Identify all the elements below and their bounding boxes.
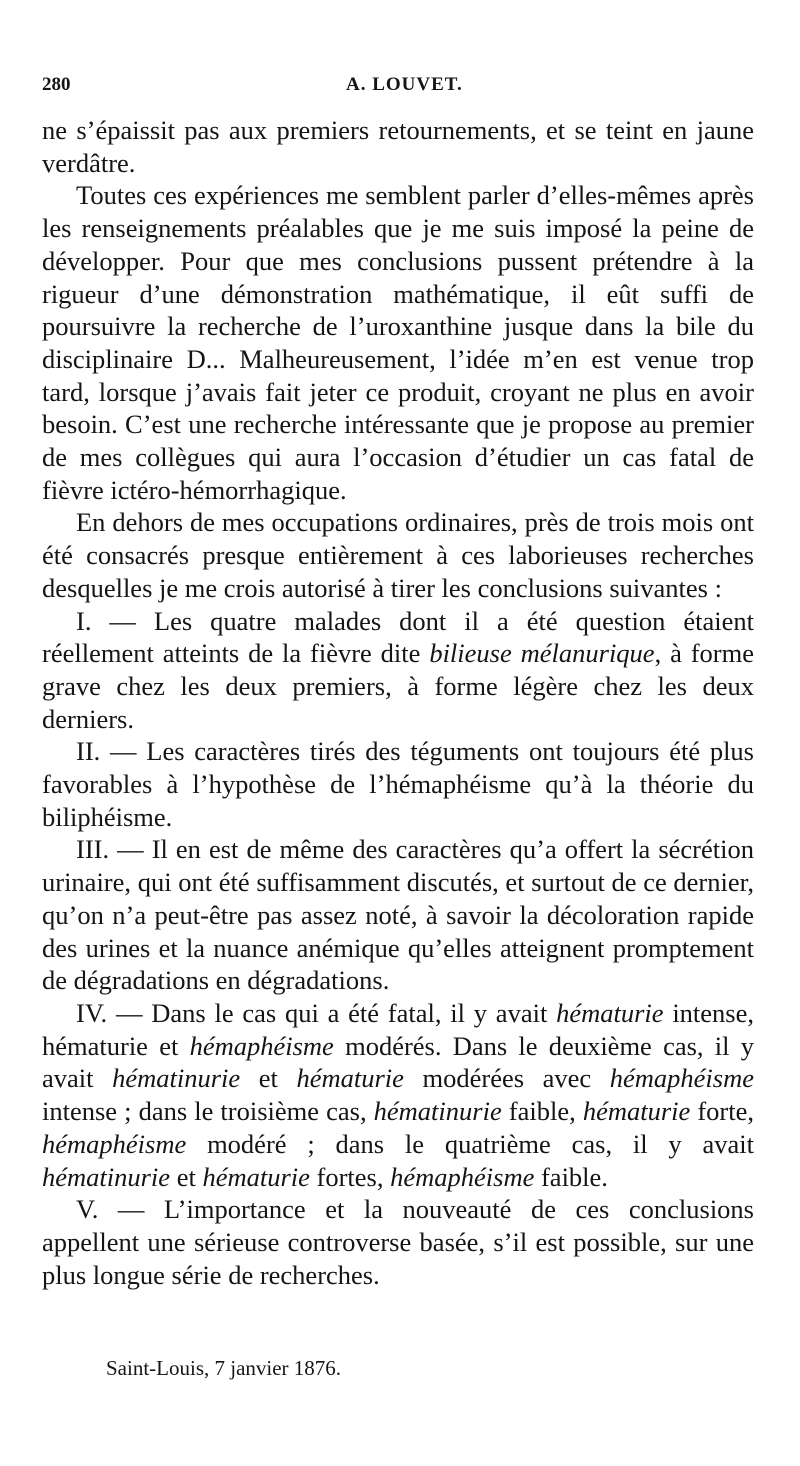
conclusion-5: V. — L’importance et la nouveauté de ces conclusions appellent une sérieuse controverse basée, s’il est possible, sur une plus longue série de recherches.	[42, 1194, 754, 1290]
paragraph-experiences: Toutes ces expériences me semblent parler d’elles-mêmes après les renseignements préalables que je me suis imposé la peine de développer. Pour que mes conclusions pussent prétendre à la rigueur d’une démonstration mathématique, il eût suffi de poursuivre la recherche de l’uroxanthine jusque dans la bile du disciplinaire D... Malheureusement, l’idée m’en est venue trop tard, lorsque j’avais fait jeter ce produit, croyant ne plus en avoir besoin. C’est une recherche intéressante que je propose au premier de mes collègues qui aura l’occasion d’étudier un cas fatal de fièvre ictéro-hémorrhagique.	[42, 180, 754, 505]
paragraph-continuation: ne s’épaissit pas aux premiers retournements, et se teint en jaune verdâtre.	[42, 115, 754, 178]
running-head: A. LOUVET.	[346, 74, 463, 95]
conclusion-3: III. — Il en est de même des caractères qu’a offert la sécrétion urinaire, qui ont été suffisamment discutés, et surtout de ce dernier, qu’on n’a peut-être pas assez noté, à savoir la décoloration rapide des urines et la nuance anémique qu’elles atteignent promptement de dégradations en dégradations.	[42, 834, 754, 996]
signature-date: Saint-Louis, 7 janvier 1876.	[106, 1356, 342, 1380]
body-text	[42, 114, 754, 1291]
paragraph-occupations: En dehors de mes occupations ordinaires, près de trois mois ont été consacrés presque entièrement à ces laborieuses recherches desquelles je me crois autorisé à tirer les conclusions suivantes :	[42, 507, 754, 603]
conclusion-1: I. — Les quatre malades dont il a été question étaient réellement atteints de la fièvre dite bilieuse mélanurique, à forme grave chez les deux premiers, à forme légère chez les deux derniers.	[42, 605, 754, 734]
page-number: 280	[42, 74, 71, 95]
conclusion-2: II. — Les caractères tirés des téguments ont toujours été plus favorables à l’hypothèse de l’hémaphéisme qu’à la théorie du biliphéisme.	[42, 736, 754, 832]
page-header	[42, 74, 762, 104]
conclusion-4: IV. — Dans le cas qui a été fatal, il y avait hématurie intense, hématurie et hémaphéisme modérés. Dans le deuxième cas, il y avait hématinurie et hématurie modérées avec hémaphéisme intense ; dans le troisième cas, hématinurie faible, hématurie forte, hémaphéisme modéré ; dans le quatrième cas, il y avait hématinurie et hématurie fortes, hémaphéisme faible.	[42, 997, 755, 1192]
